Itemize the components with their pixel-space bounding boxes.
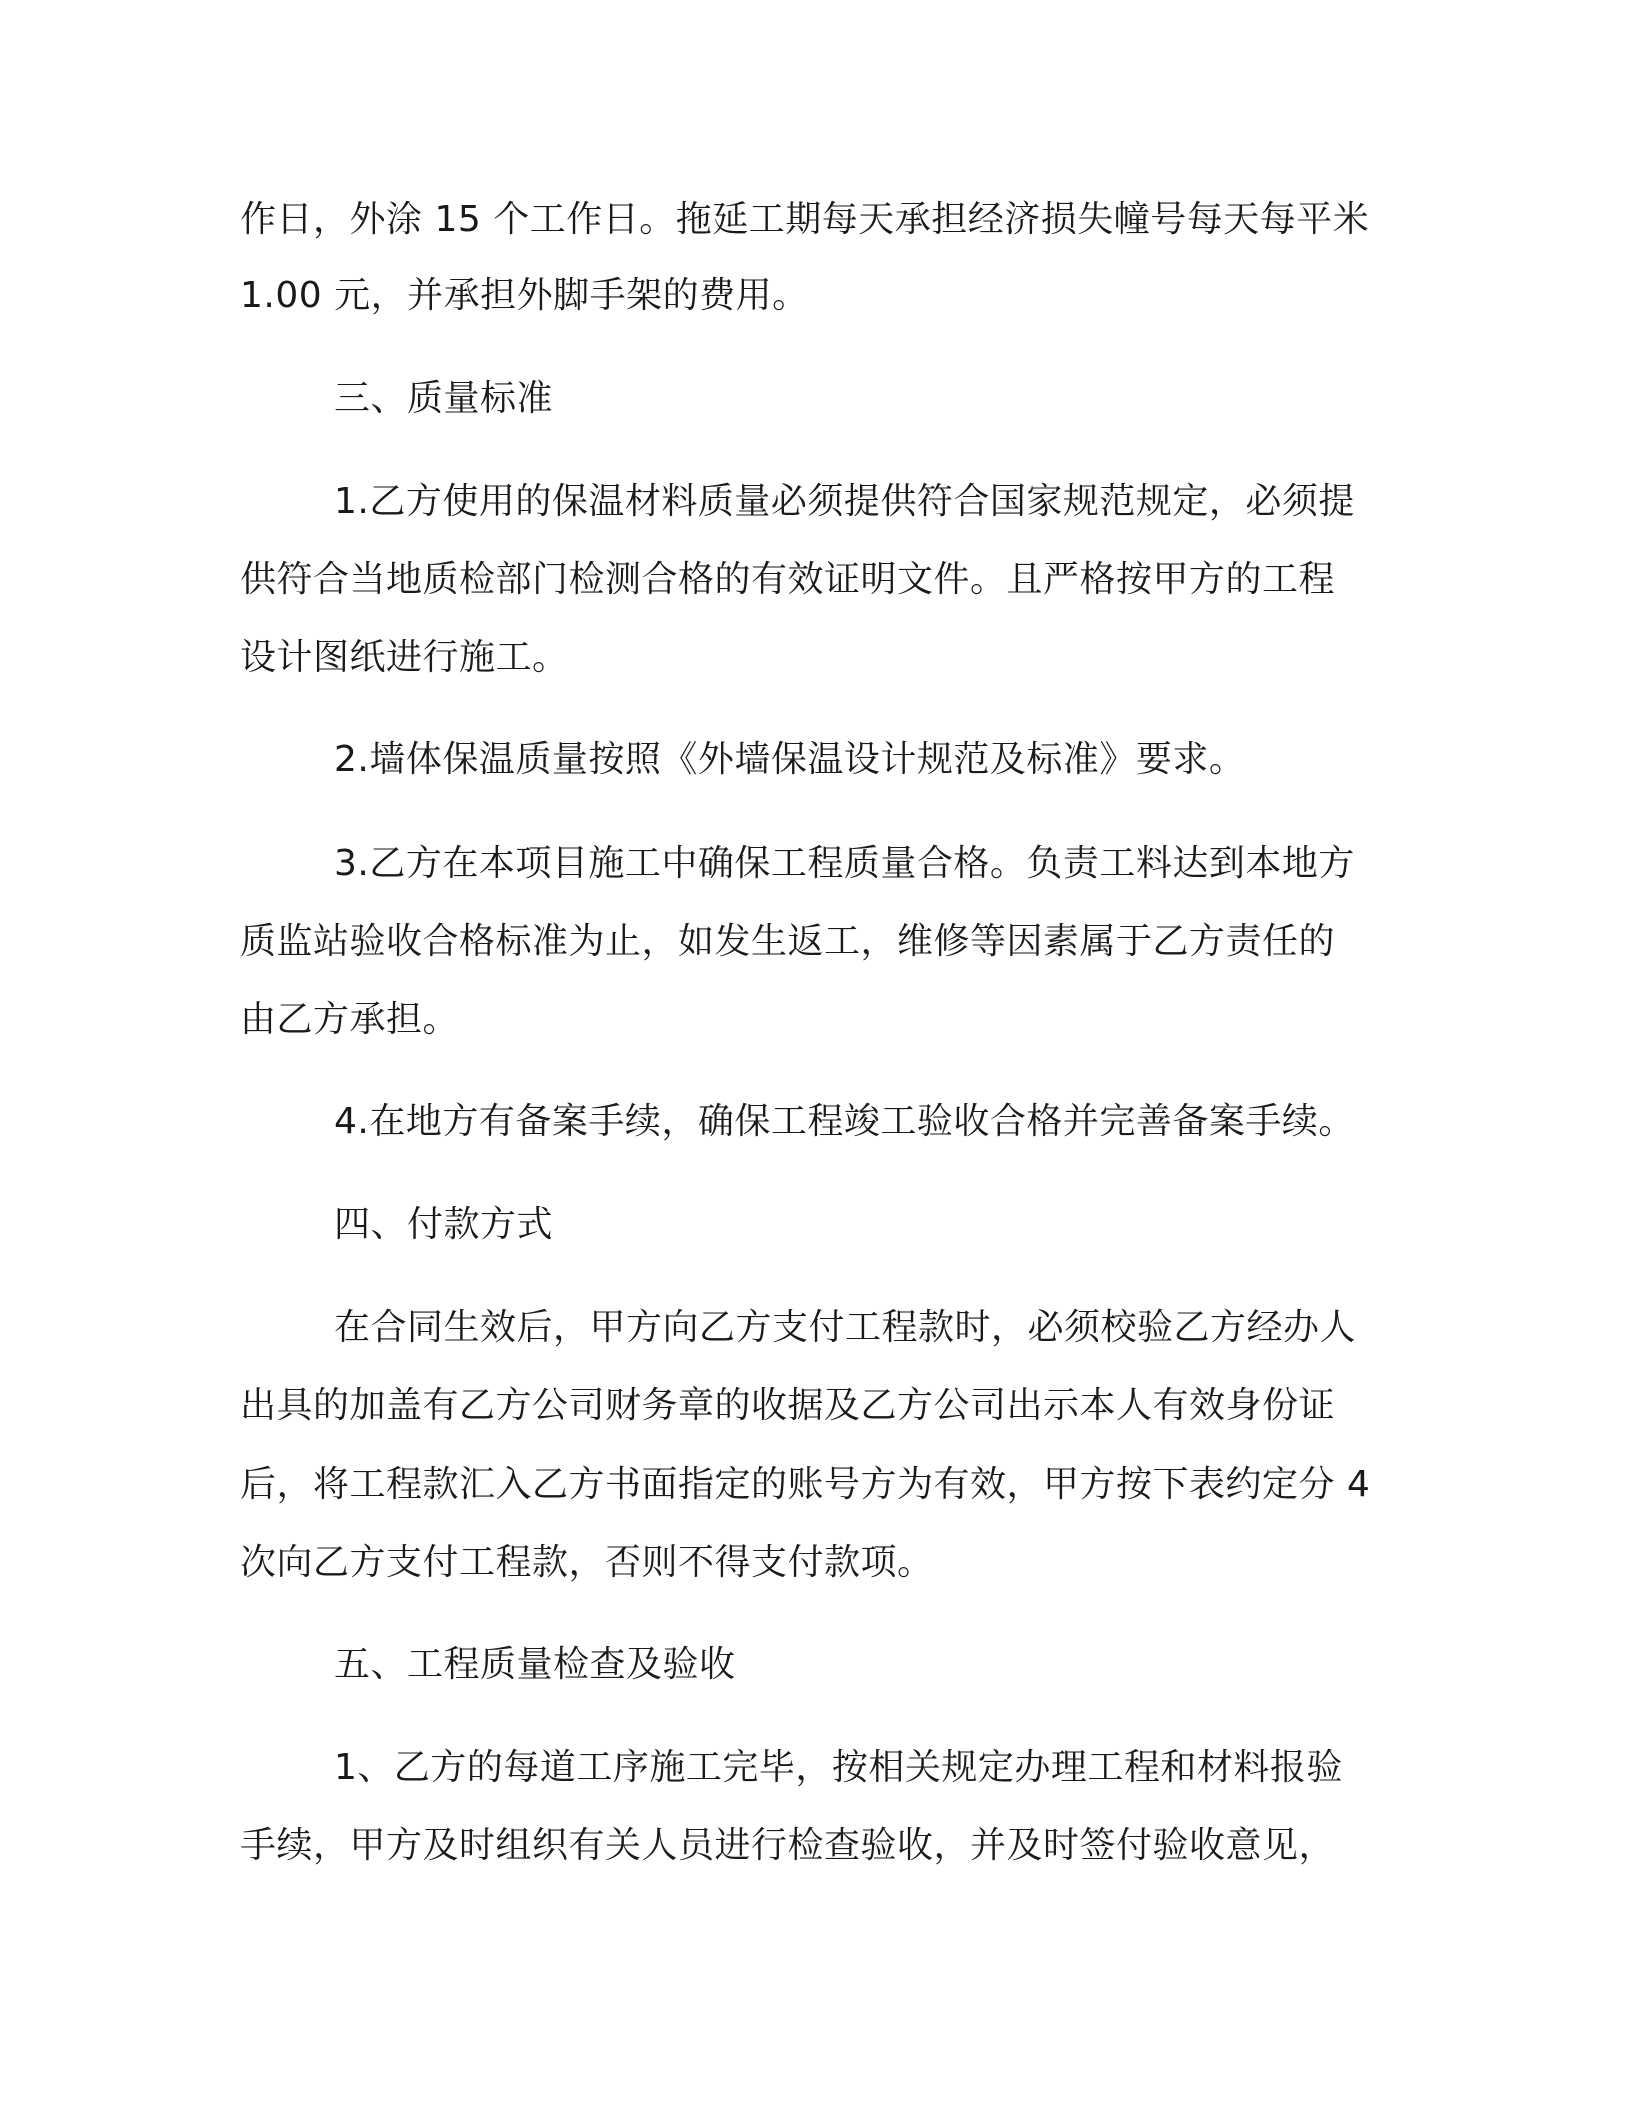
paragraph-line: 1.乙方使用的保温材料质量必须提供符合国家规范规定，必须提	[334, 481, 1355, 522]
paragraph-line: 次向乙方支付工程款，否则不得支付款项。	[240, 1542, 934, 1583]
section-heading: 五、工程质量检查及验收	[334, 1644, 736, 1685]
paragraph-line: 供符合当地质检部门检测合格的有效证明文件。且严格按甲方的工程	[240, 559, 1336, 600]
paragraph-line: 1.00 元，并承担外脚手架的费用。	[240, 275, 809, 316]
paragraph-line: 后，将工程款汇入乙方书面指定的账号方为有效，甲方按下表约定分 4	[240, 1464, 1371, 1505]
paragraph-line: 出具的加盖有乙方公司财务章的收据及乙方公司出示本人有效身份证	[240, 1385, 1336, 1426]
section-heading: 四、付款方式	[334, 1204, 554, 1245]
paragraph-line: 由乙方承担。	[240, 999, 460, 1040]
paragraph-line: 4.在地方有备案手续，确保工程竣工验收合格并完善备案手续。	[334, 1101, 1355, 1142]
paragraph-line: 手续，甲方及时组织有关人员进行检查验收，并及时签付验收意见，	[240, 1825, 1336, 1866]
paragraph-line: 作日，外涂 15 个工作日。拖延工期每天承担经济损失幢号每天每平米	[240, 199, 1370, 240]
paragraph-line: 质监站验收合格标准为止，如发生返工，维修等因素属于乙方责任的	[240, 921, 1336, 962]
paragraph-line: 在合同生效后，甲方向乙方支付工程款时，必须校验乙方经办人	[334, 1307, 1357, 1348]
paragraph-line: 设计图纸进行施工。	[240, 637, 569, 678]
paragraph-line: 3.乙方在本项目施工中确保工程质量合格。负责工料达到本地方	[334, 843, 1355, 884]
paragraph-line: 2.墙体保温质量按照《外墙保温设计规范及标准》要求。	[334, 739, 1246, 780]
paragraph-line: 1、乙方的每道工序施工完毕，按相关规定办理工程和材料报验	[334, 1747, 1343, 1788]
section-heading: 三、质量标准	[334, 378, 554, 419]
